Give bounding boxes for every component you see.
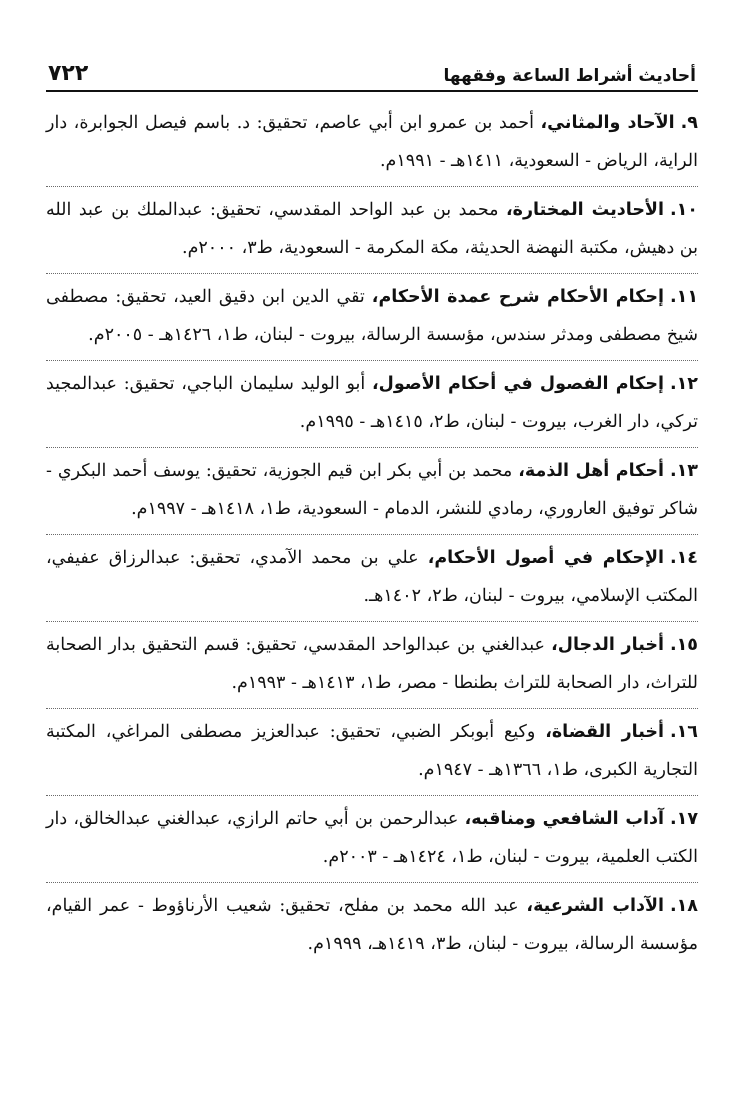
entry-title: الآداب الشرعية، [526,896,664,916]
bibliography-entry [46,361,698,448]
entry-number: ١٣. [669,461,698,481]
bibliography-entry [46,274,698,361]
entry-number: ١٧. [669,809,699,829]
bibliography-entry [46,187,698,274]
bibliography-entry [46,883,698,969]
running-title: أحاديث أشراط الساعة وفقهها [443,66,696,86]
bibliography-list [46,100,698,969]
entry-title: أحكام أهل الذمة، [518,461,664,481]
entry-title: أخبار القضاة، [545,722,664,742]
entry-details: عبدالغني بن عبدالواحد المقدسي، تحقيق: قسم التحقيق بدار الصحابة للتراث، دار الصحابة للتراث بطنطا - مصر، ط١، ١٤١٣هـ - ١٩٩٣م. [46,635,698,693]
entry-title: الآحاد والمثاني، [540,113,675,133]
entry-details: محمد بن أبي بكر ابن قيم الجوزية، تحقيق: يوسف أحمد البكري - شاكر توفيق العاروري، رمادي للنشر، الدمام - السعودية، ط١، ١٤١٨هـ - ١٩٩٧م. [46,461,698,519]
entry-title: إحكام الفصول في أحكام الأصول، [372,374,664,394]
bibliography-entry [46,796,698,883]
entry-details: علي بن محمد الآمدي، تحقيق: عبدالرزاق عفيفي، المكتب الإسلامي، بيروت - لبنان، ط٢، ١٤٠٢هـ. [46,548,698,606]
entry-title: الأحاديث المختارة، [506,200,664,220]
entry-details: أبو الوليد سليمان الباجي، تحقيق: عبدالمجيد تركي، دار الغرب، بيروت - لبنان، ط٢، ١٤١٥هـ - ١٩٩٥م. [46,374,698,432]
entry-number: ١٨. [669,896,698,916]
entry-title: الإحكام في أصول الأحكام، [427,548,664,568]
entry-details: عبدالرحمن بن أبي حاتم الرازي، عبدالغني عبدالخالق، دار الكتب العلمية، بيروت - لبنان، ط١، ١٤٢٤هـ - ٢٠٠٣م. [46,809,698,867]
bibliography-entry [46,709,698,796]
entry-number: ١١. [669,287,699,307]
entry-details: عبد الله محمد بن مفلح، تحقيق: شعيب الأرناؤوط - عمر القيام، مؤسسة الرسالة، بيروت - لبنان، ط٣، ١٤١٩هـ، ١٩٩٩م. [46,896,698,954]
bibliography-entry [46,535,698,622]
bibliography-entry [46,100,698,187]
entry-number: ١٥. [669,635,698,655]
entry-title: إحكام الأحكام شرح عمدة الأحكام، [371,287,664,307]
entry-number: ٩. [680,113,698,133]
entry-details: تقي الدين ابن دقيق العيد، تحقيق: مصطفى شيخ مصطفى ومدثر سندس، مؤسسة الرسالة، بيروت - لبنان، ط١، ١٤٢٦هـ - ٢٠٠٥م. [46,287,698,345]
bibliography-entry [46,622,698,709]
entry-number: ١٠. [669,200,698,220]
entry-details: محمد بن عبد الواحد المقدسي، تحقيق: عبدالملك بن عبد الله بن دهيش، مكتبة النهضة الحديثة، مكة المكرمة - السعودية، ط٣، ٢٠٠٠م. [46,200,698,258]
header-rule [46,90,698,92]
entry-number: ١٢. [669,374,698,394]
entry-title: آداب الشافعي ومناقبه، [464,809,664,829]
entry-title: أخبار الدجال، [551,635,664,655]
running-header [46,50,698,90]
entry-number: ١٤. [669,548,698,568]
entry-details: وكيع أبوبكر الضبي، تحقيق: عبدالعزيز مصطفى المراغي، المكتبة التجارية الكبرى، ط١، ١٣٦٦هـ - ١٩٤٧م. [46,722,698,780]
entry-number: ١٦. [669,722,698,742]
bibliography-entry [46,448,698,535]
entry-details: أحمد بن عمرو ابن أبي عاصم، تحقيق: د. باسم فيصل الجوابرة، دار الراية، الرياض - السعودية، ١٤١١هـ - ١٩٩١م. [46,113,698,171]
page-number: ٧٢٢ [48,61,89,86]
